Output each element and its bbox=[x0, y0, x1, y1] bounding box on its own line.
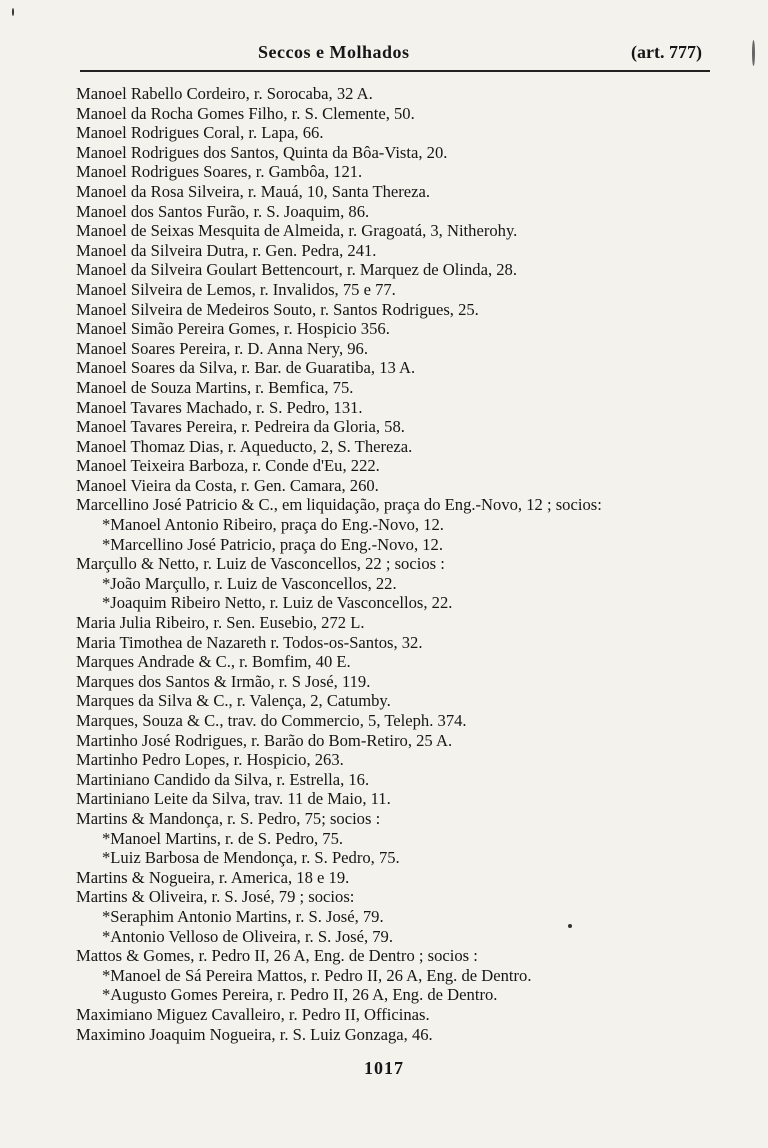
partner-entry: *Marcellino José Patricio, praça do Eng.-Novo, 12. bbox=[102, 534, 444, 554]
directory-entry: Manoel Silveira de Medeiros Souto, r. Santos Rodrigues, 25. bbox=[76, 299, 479, 319]
partner-entry: *Manoel Antonio Ribeiro, praça do Eng.-Novo, 12. bbox=[102, 515, 444, 535]
directory-entry: Martins & Mandonça, r. S. Pedro, 75; socios : bbox=[76, 808, 381, 828]
partner-entry: *João Marçullo, r. Luiz de Vasconcellos, 22. bbox=[102, 573, 397, 593]
scan-speck bbox=[752, 40, 755, 66]
directory-entry: Martinho José Rodrigues, r. Barão do Bom-Retiro, 25 A. bbox=[76, 730, 453, 750]
directory-entry: Marques dos Santos & Irmão, r. S José, 119. bbox=[76, 671, 371, 691]
directory-entry: Maria Julia Ribeiro, r. Sen. Eusebio, 272 L. bbox=[76, 613, 365, 633]
directory-entry: Manoel Rodrigues Coral, r. Lapa, 66. bbox=[76, 123, 324, 143]
directory-list bbox=[76, 84, 726, 1044]
directory-entry: Martiniano Leite da Silva, trav. 11 de Maio, 11. bbox=[76, 789, 391, 809]
directory-entry: Manoel da Silveira Dutra, r. Gen. Pedra, 241. bbox=[76, 240, 377, 260]
directory-entry: Manoel da Rocha Gomes Filho, r. S. Clemente, 50. bbox=[76, 103, 415, 123]
directory-entry: Marques Andrade & C., r. Bomfim, 40 E. bbox=[76, 652, 351, 672]
page-number: 1017 bbox=[364, 1058, 404, 1078]
directory-entry: Marçullo & Netto, r. Luiz de Vasconcellos, 22 ; socios : bbox=[76, 554, 445, 574]
article-reference: (art. 777) bbox=[631, 42, 702, 62]
partner-entry: *Joaquim Ribeiro Netto, r. Luiz de Vasconcellos, 22. bbox=[102, 593, 453, 613]
scan-speck bbox=[12, 8, 14, 16]
directory-entry: Mattos & Gomes, r. Pedro II, 26 A, Eng. de Dentro ; socios : bbox=[76, 946, 478, 966]
section-title: Seccos e Molhados bbox=[258, 42, 410, 62]
directory-entry: Marques, Souza & C., trav. do Commercio, 5, Teleph. 374. bbox=[76, 711, 467, 730]
page-header bbox=[80, 38, 710, 68]
partner-entry: *Seraphim Antonio Martins, r. S. José, 79. bbox=[102, 906, 384, 926]
directory-entry: Manoel da Silveira Goulart Bettencourt, r. Marquez de Olinda, 28. bbox=[76, 260, 517, 280]
directory-entry: Manoel Rabello Cordeiro, r. Sorocaba, 32 A. bbox=[76, 84, 373, 103]
directory-entry: Manoel Soares da Silva, r. Bar. de Guaratiba, 13 A. bbox=[76, 358, 416, 378]
directory-entry: Martins & Oliveira, r. S. José, 79 ; socios: bbox=[76, 887, 355, 907]
directory-entry: Manoel Soares Pereira, r. D. Anna Nery, 96. bbox=[76, 338, 369, 358]
directory-entry: Manoel de Seixas Mesquita de Almeida, r. Gragoatá, 3, Nitherohy. bbox=[76, 221, 518, 241]
directory-entry: Manoel Rodrigues dos Santos, Quinta da Bôa-Vista, 20. bbox=[76, 142, 448, 162]
partner-entry: *Manoel de Sá Pereira Mattos, r. Pedro II, 26 A, Eng. de Dentro. bbox=[102, 965, 532, 985]
directory-entry: Marques da Silva & C., r. Valença, 2, Catumby. bbox=[76, 691, 391, 711]
directory-entry: Manoel Teixeira Barboza, r. Conde d'Eu, 222. bbox=[76, 456, 380, 476]
directory-entry: Manoel dos Santos Furão, r. S. Joaquim, 86. bbox=[76, 201, 370, 221]
scan-speck bbox=[568, 924, 572, 928]
directory-entry: Manoel da Rosa Silveira, r. Mauá, 10, Santa Thereza. bbox=[76, 181, 431, 201]
directory-entry: Martinho Pedro Lopes, r. Hospicio, 263. bbox=[76, 750, 344, 770]
directory-entry: Manoel Tavares Pereira, r. Pedreira da Gloria, 58. bbox=[76, 417, 405, 437]
directory-entry: Martiniano Candido da Silva, r. Estrella, 16. bbox=[76, 769, 370, 789]
partner-entry: *Antonio Velloso de Oliveira, r. S. José, 79. bbox=[102, 926, 393, 946]
directory-entry: Martins & Nogueira, r. America, 18 e 19. bbox=[76, 867, 350, 887]
partner-entry: *Manoel Martins, r. de S. Pedro, 75. bbox=[102, 828, 344, 848]
directory-entry: Manoel de Souza Martins, r. Bemfica, 75. bbox=[76, 377, 354, 397]
directory-entry: Manoel Thomaz Dias, r. Aqueducto, 2, S. Thereza. bbox=[76, 436, 413, 456]
directory-entry: Maximino Joaquim Nogueira, r. S. Luiz Gonzaga, 46. bbox=[76, 1024, 433, 1044]
partner-entry: *Augusto Gomes Pereira, r. Pedro II, 26 A, Eng. de Dentro. bbox=[102, 985, 498, 1005]
partner-entry: *Luiz Barbosa de Mendonça, r. S. Pedro, 75. bbox=[102, 848, 400, 868]
header-rule bbox=[80, 70, 710, 72]
directory-entry: Manoel Silveira de Lemos, r. Invalidos, 75 e 77. bbox=[76, 279, 396, 299]
directory-entry: Maximiano Miguez Cavalleiro, r. Pedro II, Officinas. bbox=[76, 1004, 430, 1024]
directory-entry: Manoel Vieira da Costa, r. Gen. Camara, 260. bbox=[76, 475, 379, 495]
directory-entry: Manoel Simão Pereira Gomes, r. Hospicio 356. bbox=[76, 319, 390, 339]
directory-entry: Maria Timothea de Nazareth r. Todos-os-Santos, 32. bbox=[76, 632, 423, 652]
directory-entry: Manoel Rodrigues Soares, r. Gambôa, 121. bbox=[76, 162, 363, 182]
directory-entry: Manoel Tavares Machado, r. S. Pedro, 131. bbox=[76, 397, 363, 417]
directory-entry: Marcellino José Patricio & C., em liquidação, praça do Eng.-Novo, 12 ; socios: bbox=[76, 495, 602, 515]
